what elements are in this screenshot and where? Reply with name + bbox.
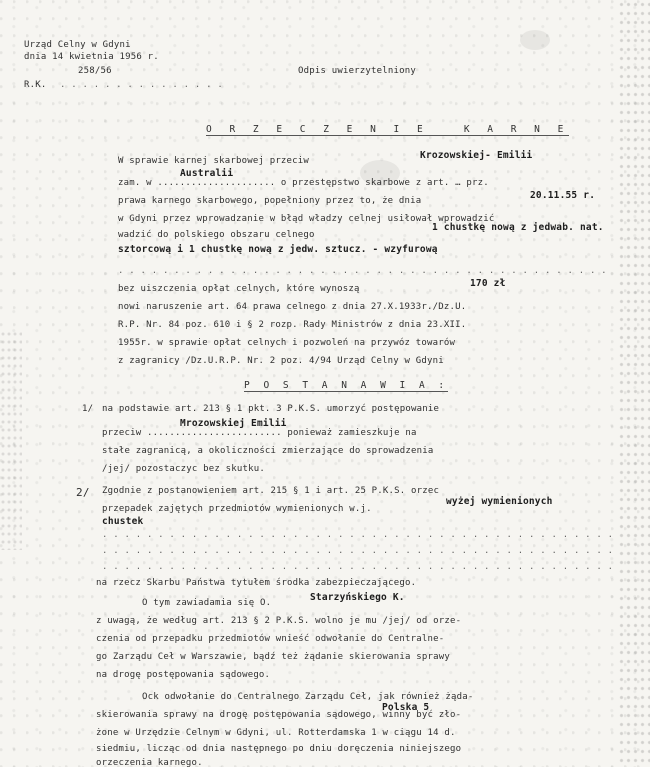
point-1-line-2: przeciw ........................ ponieważ zamieszkuje na xyxy=(102,428,417,438)
notice-line-1: O tym zawiadamia się O. xyxy=(142,598,272,608)
scan-noise-right xyxy=(618,0,650,767)
appeal-handwritten-address: Polska 5 xyxy=(382,702,430,713)
intro-line-1: W sprawie karnej skarbowej przeciw xyxy=(118,156,310,166)
certified-copy-note: Odpis uwierzytelniony xyxy=(298,66,416,76)
notice-line-5: na drogę postępowania sądowego. xyxy=(96,670,271,680)
rk-dots: . . . . . . . . . . . . . . . xyxy=(60,80,223,90)
document-title: O R Z E C Z E N I E K A R N E xyxy=(206,124,570,135)
items-handwritten-a: 1 chustkę nową z jedwab. nat. xyxy=(432,222,604,233)
point-2-dots-2: . . . . . . . . . . . . . . . . . . . . . . . . . . . . . . . . . . . . . . . . . . . . . . xyxy=(102,546,614,556)
notice-line-4: go Zarządu Ceł w Warszawie, bądź też żądanie skierowania sprawy xyxy=(96,652,450,662)
appeal-line-3: żone w Urzędzie Celnym w Gdyni, ul. Rotterdamska 1 w ciągu 14 d. xyxy=(96,728,456,738)
point-2-line-2: przepadek zajętych przedmiotów wymienionych w.j. xyxy=(102,504,372,514)
intro-line-4: w Gdyni przez wprowadzanie w błąd władzy celnej usiłował wprowadzić xyxy=(118,214,495,224)
offense-date: 20.11.55 r. xyxy=(530,190,596,201)
intro-line-10: 1955r. w sprawie opłat celnych i pozwoleń na przywóz towarów xyxy=(118,338,456,348)
items-handwritten-b: sztorcową i 1 chustkę nową z jedw. sztucz. - wzyfurową xyxy=(118,244,438,255)
duty-amount: 170 zł xyxy=(470,278,506,289)
defendant-name: Krozowskiej- Emilii xyxy=(420,150,533,161)
reference-number: 258/56 xyxy=(78,66,112,76)
point-1-line-1: na podstawie art. 213 § 1 pkt. 3 P.K.S. umorzyć postępowanie xyxy=(102,404,440,414)
appeal-line-4: siedmiu, licząc od dnia następnego po dniu doręczenia niniejszego xyxy=(96,744,462,754)
intro-line-5: wadzić do polskiego obszaru celnego xyxy=(118,230,315,240)
point-1-name: Mrozowskiej Emilii xyxy=(180,418,287,429)
appeal-line-2: skierowania sprawy na drogę postępowania sądowego, winny być zło- xyxy=(96,710,462,720)
scan-noise-left xyxy=(0,330,22,550)
point-1-line-3: stałe zagranicą, a okoliczności zmierzające do sprowadzenia xyxy=(102,446,434,456)
defendant-residence: Australii xyxy=(180,168,234,179)
intro-line-8: nowi naruszenie art. 64 prawa celnego z dnia 27.X.1933r./Dz.U. xyxy=(118,302,467,312)
point-2-number: 2/ xyxy=(76,486,90,499)
section-title: P O S T A N A W I A : xyxy=(244,380,449,391)
point-2-handwritten-left: chustek xyxy=(102,516,144,527)
intro-line-3: prawa karnego skarbowego, popełniony przez to, że dnia xyxy=(118,196,422,206)
intro-line-7: bez uiszczenia opłat celnych, które wynoszą xyxy=(118,284,360,294)
point-2-handwritten-right: wyżej wymienionych xyxy=(446,496,553,507)
notice-line-3: czenia od przepadku przedmiotów wnieść odwołanie do Centralne- xyxy=(96,634,445,644)
appeal-line-1: Ock odwołanie do Centralnego Zarządu Ceł, jak również żąda- xyxy=(142,692,474,702)
notified-person: Starzyńskiego K. xyxy=(310,592,405,603)
point-2-line-1: Zgodnie z postanowieniem art. 215 § 1 i art. 25 P.K.S. orzec xyxy=(102,486,440,496)
point-1-line-4: /jej/ pozostaczyc bez skutku. xyxy=(102,464,265,474)
rk-label: R.K. xyxy=(24,80,47,90)
point-2-dots-1: . . . . . . . . . . . . . . . . . . . . . . . . . . . . . . . . . . . . . . . . . . . . . . xyxy=(102,530,614,540)
appeal-line-5: orzeczenia karnego. xyxy=(96,758,203,767)
intro-dots: . . . . . . . . . . . . . . . . . . . . . . . . . . . . . . . . . . . . . . . . . . . . xyxy=(118,266,607,276)
office-name: Urząd Celny w Gdyni xyxy=(24,40,131,50)
point-1-number: 1/ xyxy=(82,404,94,414)
intro-line-2: zam. w ..................... o przestępstwo skarbowe z art. … prz. xyxy=(118,178,489,188)
point-2-line-3: na rzecz Skarbu Państwa tytułem środka zabezpieczającego. xyxy=(96,578,417,588)
intro-line-9: R.P. Nr. 84 poz. 610 i § 2 rozp. Rady Ministrów z dnia 23.XII. xyxy=(118,320,467,330)
notice-line-2: z uwagą, że według art. 213 § 2 P.K.S. wolno je mu /jej/ od orze- xyxy=(96,616,462,626)
document-date: dnia 14 kwietnia 1956 r. xyxy=(24,52,159,62)
scan-blot xyxy=(520,30,550,50)
intro-line-11: z zagranicy /Dz.U.R.P. Nr. 2 poz. 4/94 Urząd Celny w Gdyni xyxy=(118,356,444,366)
point-2-dots-3: . . . . . . . . . . . . . . . . . . . . . . . . . . . . . . . . . . . . . . . . . . . . . . xyxy=(102,562,614,572)
